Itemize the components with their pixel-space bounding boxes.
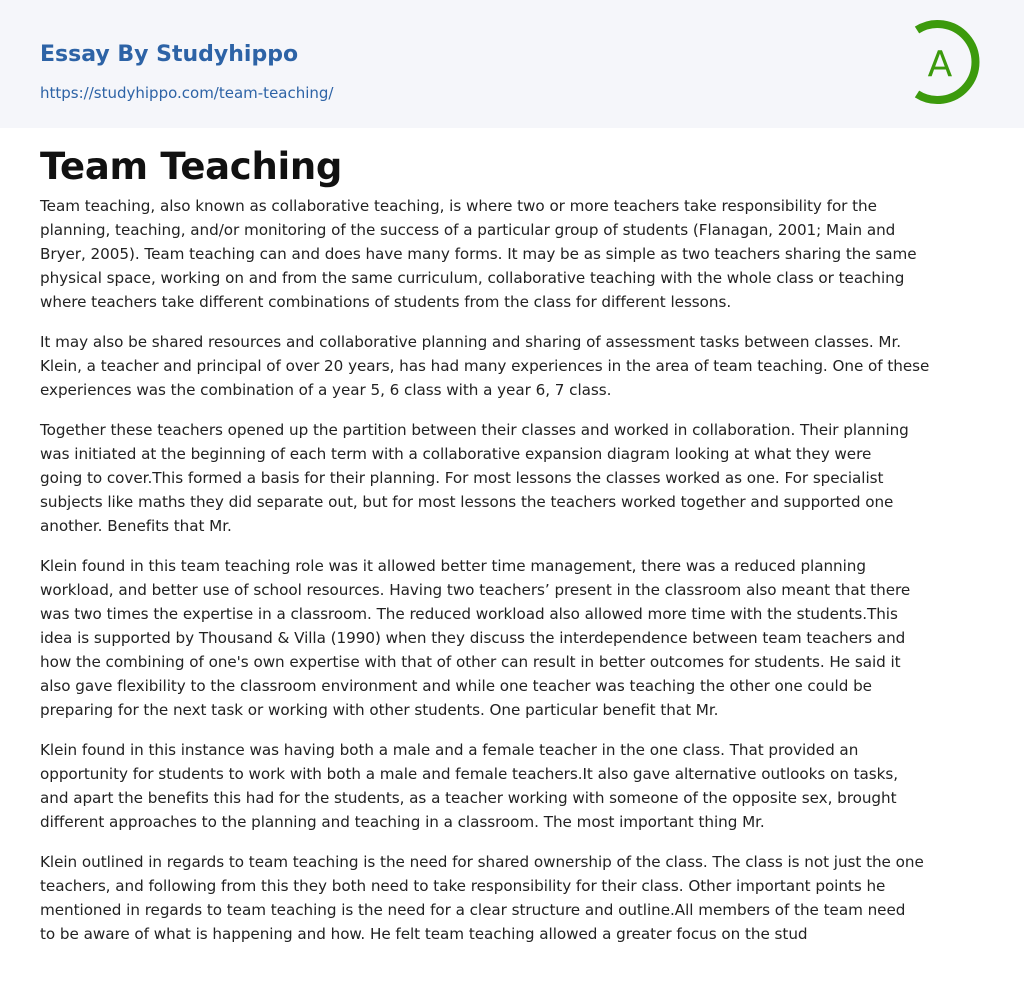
paragraph-line: different approaches to the planning and teaching in a classroom. The most important thing Mr. bbox=[40, 813, 765, 831]
paragraph-line: how the combining of one's own expertise with that of other can result in better outcomes for students. He said it bbox=[40, 653, 901, 671]
site-title: Essay By Studyhippo bbox=[40, 42, 299, 67]
essay-paragraph bbox=[40, 418, 990, 538]
paragraph-line: experiences was the combination of a year 5, 6 class with a year 6, 7 class. bbox=[40, 381, 612, 399]
page-header bbox=[0, 0, 1024, 128]
paragraph-line: workload, and better use of school resources. Having two teachers’ present in the classroom also meant that there bbox=[40, 581, 911, 599]
logo-letter: A bbox=[927, 44, 953, 85]
essay-paragraph bbox=[40, 738, 990, 834]
paragraph-line: physical space, working on and from the same curriculum, collaborative teaching with the whole class or teaching bbox=[40, 269, 905, 287]
paragraph-line: teachers, and following from this they both need to take responsibility for their class. Other important points he bbox=[40, 877, 886, 895]
paragraph-line: another. Benefits that Mr. bbox=[40, 517, 232, 535]
paragraph-line: Bryer, 2005). Team teaching can and does have many forms. It may be as simple as two teachers sharing the same bbox=[40, 245, 917, 263]
paragraph-line: to be aware of what is happening and how. He felt team teaching allowed a greater focus on the stud bbox=[40, 925, 808, 943]
paragraph-line: opportunity for students to work with both a male and female teachers.It also gave alternative outlooks on tasks, bbox=[40, 765, 898, 783]
paragraph-line: mentioned in regards to team teaching is the need for a clear structure and outline.All members of the team need bbox=[40, 901, 906, 919]
essay-paragraph bbox=[40, 850, 990, 946]
paragraph-line: Together these teachers opened up the partition between their classes and worked in collaboration. Their planning bbox=[40, 421, 909, 439]
paragraph-line: Klein, a teacher and principal of over 20 years, has had many experiences in the area of team teaching. One of these bbox=[40, 357, 930, 375]
paragraph-line: Klein outlined in regards to team teaching is the need for shared ownership of the class. The class is not just the one bbox=[40, 853, 924, 871]
paragraph-line: preparing for the next task or working with other students. One particular benefit that Mr. bbox=[40, 701, 719, 719]
paragraph-line: It may also be shared resources and collaborative planning and sharing of assessment tasks between classes. Mr. bbox=[40, 333, 902, 351]
essay-paragraph bbox=[40, 330, 990, 402]
paragraph-line: where teachers take different combinations of students from the class for different lessons. bbox=[40, 293, 732, 311]
page-title: Team Teaching bbox=[40, 145, 343, 188]
paragraph-line: going to cover.This formed a basis for their planning. For most lessons the classes worked as one. For specialist bbox=[40, 469, 884, 487]
paragraph-line: Team teaching, also known as collaborative teaching, is where two or more teachers take responsibility for the bbox=[40, 197, 877, 215]
essay-paragraph bbox=[40, 194, 990, 314]
studyhippo-logo-icon[interactable] bbox=[905, 18, 989, 106]
paragraph-line: planning, teaching, and/or monitoring of the success of a particular group of students (Flanagan, 2001; Main and bbox=[40, 221, 896, 239]
paragraph-line: subjects like maths they did separate out, but for most lessons the teachers worked together and supported one bbox=[40, 493, 894, 511]
paragraph-line: Klein found in this instance was having both a male and a female teacher in the one class. That provided an bbox=[40, 741, 859, 759]
paragraph-line: idea is supported by Thousand & Villa (1990) when they discuss the interdependence between team teachers and bbox=[40, 629, 906, 647]
paragraph-line: was initiated at the beginning of each term with a collaborative expansion diagram looking at what they were bbox=[40, 445, 872, 463]
paragraph-line: and apart the benefits this had for the students, as a teacher working with someone of the opposite sex, brought bbox=[40, 789, 897, 807]
paragraph-line: Klein found in this team teaching role was it allowed better time management, there was a reduced planning bbox=[40, 557, 866, 575]
paragraph-line: also gave flexibility to the classroom environment and while one teacher was teaching the other one could be bbox=[40, 677, 872, 695]
source-url-link[interactable]: https://studyhippo.com/team-teaching/ bbox=[40, 84, 334, 102]
essay-paragraph bbox=[40, 554, 990, 722]
paragraph-line: was two times the expertise in a classroom. The reduced workload also allowed more time with the students.This bbox=[40, 605, 898, 623]
essay-body bbox=[40, 194, 990, 962]
